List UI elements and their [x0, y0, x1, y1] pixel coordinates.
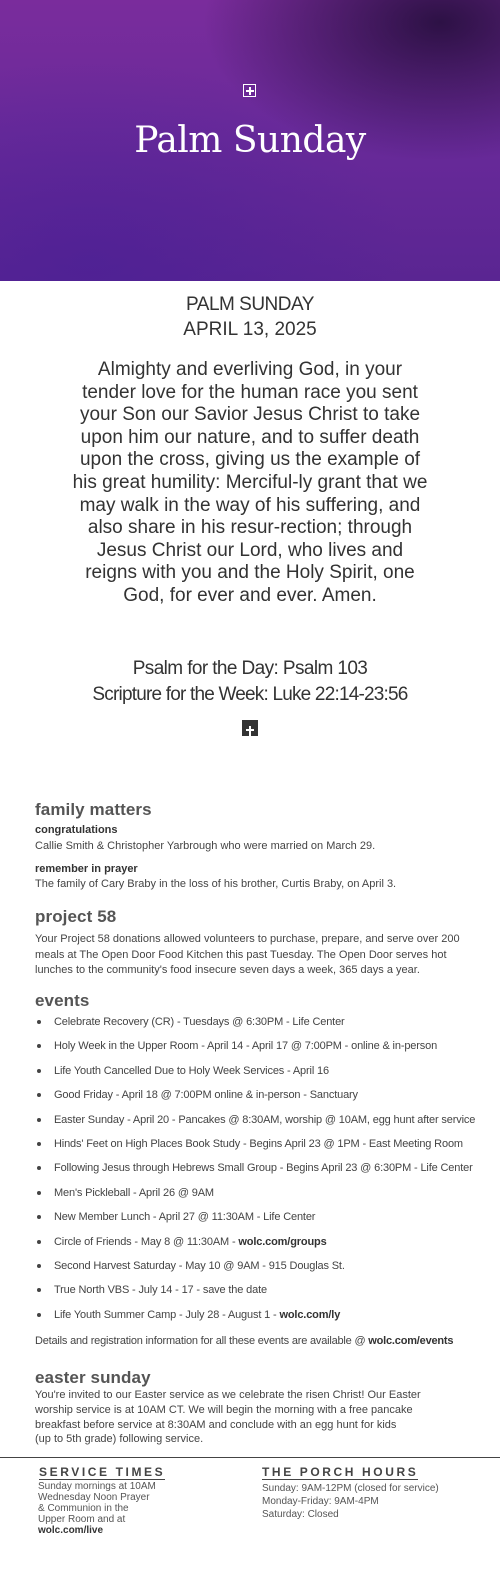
events-list: [35, 1014, 495, 1331]
service-date: APRIL 13, 2025: [183, 319, 317, 340]
event-item: True North VBS - July 14 - 17 - save the date: [35, 1282, 495, 1306]
event-item: Good Friday - April 18 @ 7:00PM online & in-person - Sanctuary: [35, 1087, 495, 1111]
porch-hours-text: Sunday: 9AM-12PM (closed for service) Monday-Friday: 9AM-4PM Saturday: Closed: [262, 1483, 439, 1520]
project-58-text: Your Project 58 donations allowed volunteers to purchase, prepare, and serve over 200 meals at The Open Door Food Kitchen this past Tuesday. The Open Door serves hot lunches to the community's food insecure seven days a week, 365 days a year.: [35, 933, 460, 976]
project-58-heading: project 58: [35, 907, 117, 926]
hero-banner: [0, 0, 500, 281]
service-times-text: Sunday mornings at 10AM Wednesday Noon Prayer & Communion in the Upper Room and at wolc.com/live: [38, 1481, 156, 1536]
footer-divider: [0, 1457, 500, 1458]
easter-text: You're invited to our Easter service as we celebrate the risen Christ! Our Easter worship service is at 10AM CT. We will begin the morning with a free pancake breakfast before service at 8:30AM and conclude with an egg hunt for kids (up to 5th grade) following service.: [35, 1389, 421, 1446]
event-item: Following Jesus through Hebrews Small Group - Begins April 23 @ 6:30PM - Life Center: [35, 1160, 495, 1184]
event-item: Life Youth Summer Camp - July 28 - August 1 - wolc.com/ly: [35, 1307, 495, 1331]
event-item: Easter Sunday - April 20 - Pancakes @ 8:30AM, worship @ 10AM, egg hunt after service: [35, 1112, 495, 1136]
congrats-label: congratulations: [35, 824, 118, 836]
family-matters-heading: family matters: [35, 800, 152, 819]
event-item: Holy Week in the Upper Room - April 14 - April 17 @ 7:00PM - online & in-person: [35, 1038, 495, 1062]
event-item: Hinds' Feet on High Places Book Study - Begins April 23 @ 1PM - East Meeting Room: [35, 1136, 495, 1160]
events-link[interactable]: wolc.com/events: [368, 1335, 454, 1347]
prayer-label: remember in prayer: [35, 863, 138, 875]
event-item: Celebrate Recovery (CR) - Tuesdays @ 6:30PM - Life Center: [35, 1014, 495, 1038]
events-details: Details and registration information for all these events are available @ wolc.com/events: [35, 1335, 454, 1347]
easter-sunday-heading: easter sunday: [35, 1368, 151, 1387]
event-item: New Member Lunch - April 27 @ 11:30AM - Life Center: [35, 1209, 495, 1233]
event-item: Second Harvest Saturday - May 10 @ 9AM - 915 Douglas St.: [35, 1258, 495, 1282]
psalm-of-day: Psalm for the Day: Psalm 103: [132, 658, 368, 679]
service-times-heading: SERVICE TIMES: [39, 1465, 166, 1479]
event-item: Life Youth Cancelled Due to Holy Week Services - April 16: [35, 1063, 495, 1087]
event-item: Men's Pickleball - April 26 @ 9AM: [35, 1185, 495, 1209]
life-youth-link[interactable]: wolc.com/ly: [279, 1308, 341, 1321]
live-link[interactable]: wolc.com/live: [38, 1525, 104, 1536]
hero-title: Palm Sunday: [134, 120, 366, 161]
prayer-request-text: The family of Cary Braby in the loss of his brother, Curtis Braby, on April 3.: [35, 878, 397, 890]
events-heading: events: [35, 991, 90, 1010]
scripture-of-week: Scripture for the Week: Luke 22:14-23:56: [92, 684, 408, 705]
groups-link[interactable]: wolc.com/groups: [238, 1235, 327, 1248]
porch-hours-heading: THE PORCH HOURS: [262, 1465, 419, 1479]
calendar-plus-icon: [243, 84, 256, 97]
occasion-heading: PALM SUNDAY: [186, 294, 314, 315]
collect-prayer: Almighty and everliving God, in your tender love for the human race you sent your Son our Savior Jesus Christ to take upon him our nature, and to suffer death upon the cross, giving us the example of his great humility: Merciful-ly grant that we may walk in the way of his suffering, and also share in his resur-rection; through Jesus Christ our Lord, who lives and reigns with you and the Holy Spirit, one God, for ever and ever. Amen.: [72, 359, 428, 606]
congrats-text: Callie Smith & Christopher Yarbrough who were married on March 29.: [35, 840, 376, 852]
event-item: Circle of Friends - May 8 @ 11:30AM - wolc.com/groups: [35, 1234, 495, 1258]
cross-icon: [242, 720, 258, 736]
